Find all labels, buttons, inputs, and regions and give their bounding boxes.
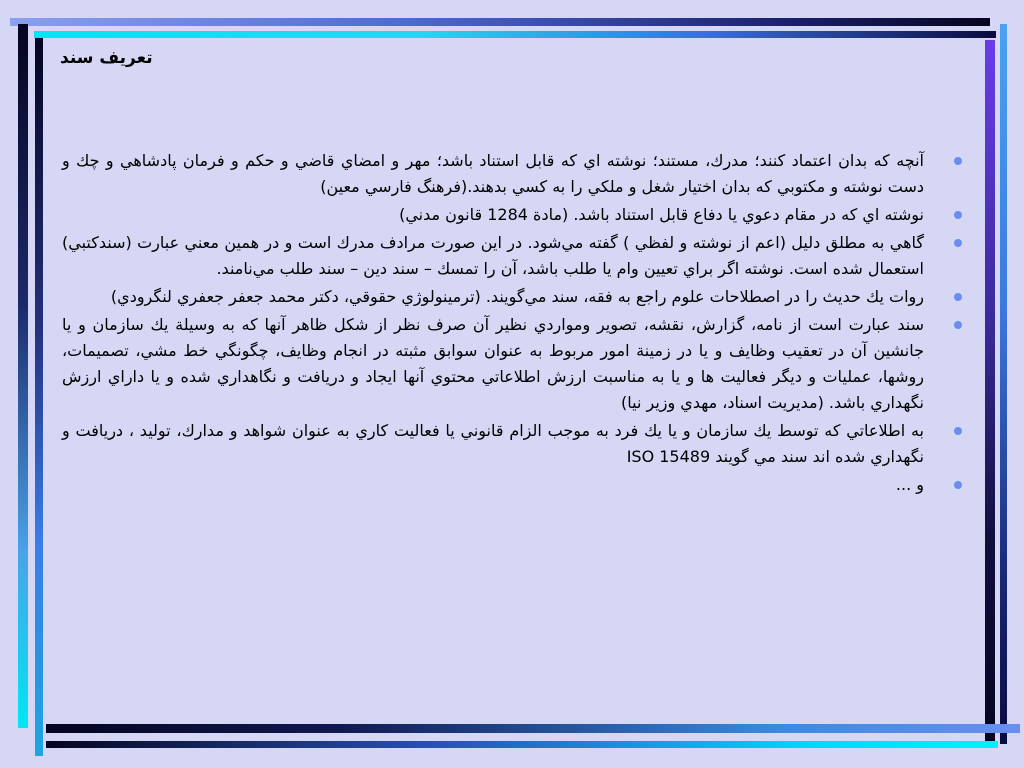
bullet-icon (954, 211, 962, 219)
list-item (62, 230, 966, 282)
bullet-icon (954, 293, 962, 301)
list-item (62, 202, 966, 228)
bullet-text: به اطلاعاتي كه توسط يك سازمان و يا يك فرد به موجب الزام قانوني يا فعاليت كاري به عنوان شواهد و مدارك، توليد ، دريافت و نگهداري شده اند سند مي گويند ISO 15489 (62, 421, 924, 466)
bullet-text: آنچه كه بدان اعتماد كنند؛ مدرك، مستند؛ نوشته اي كه قابل استناد باشد؛ مهر و امضاي قاضي و حكم و فرمان پادشاهي و چك و دست نوشته و مكتوبي كه بدان اختيار شغل و ملكي را به كسي بدهند.(فرهنگ فارسي معين) (62, 151, 924, 196)
left-frame-bar-outer (18, 24, 28, 728)
bullet-text: سند عبارت است از نامه، گزارش، نقشه، تصوير ومواردي نظير آن صرف نظر از شكل ظاهر آنها كه به وسيلة يك سازمان و يا جانشين آن در تعقيب وظايف و يا در زمينة امور مربوط به عنوان سوابق مثبته در انجام وظايف، چگونگي خط مشي، تصميمات، روشها، عمليات و ديگر فعاليت ها و يا به مناسبت ارزش اطلاعاتي محتوي آنها ايجاد و دريافت و نگاهداري شده و يا داراي ارزش نگهداري باشد. (مديريت اسناد، مهدي وزير نيا) (62, 315, 924, 412)
bottom-frame-bar-outer (46, 741, 998, 748)
bullet-text: و ... (895, 475, 924, 494)
top-frame-bar-inner (34, 31, 996, 38)
slide-title: تعريف سند (60, 48, 153, 68)
right-frame-bar-inner (985, 40, 995, 745)
right-frame-bar-outer (1000, 24, 1007, 744)
bullet-text: روات يك حديث را در اصطلاحات علوم راجع به فقه، سند مي‌گويند. (ترمينولوژي حقوقي، دكتر محمد جعفر جعفري لنگرودي) (110, 287, 924, 306)
top-frame-bar-outer (10, 18, 990, 26)
bullet-text: نوشته اي كه در مقام دعوي يا دفاع قابل استناد باشد. (مادة 1284 قانون مدني) (399, 205, 924, 224)
bullet-icon (954, 321, 962, 329)
bullet-icon (954, 157, 962, 165)
slide-content (62, 148, 966, 500)
list-item (62, 472, 966, 498)
list-item (62, 418, 966, 470)
bullet-icon (954, 239, 962, 247)
bullet-text: گاهي به مطلق دليل (اعم از نوشته و لفظي ) گفته مي‌شود. در اين صورت مرادف مدرك است و در همين معني عبارت (سندكتبي) استعمال شده است. نوشته اگر براي تعيين وام يا طلب باشد، آن را تمسك – سند دين – سند طلب مي‌نامند. (62, 233, 924, 278)
list-item (62, 148, 966, 200)
bullet-icon (954, 427, 962, 435)
bottom-frame-bar-inner (46, 724, 1020, 733)
list-item (62, 284, 966, 310)
left-frame-bar-inner (35, 38, 43, 756)
bullet-icon (954, 481, 962, 489)
bullet-list (62, 148, 966, 498)
list-item (62, 312, 966, 416)
